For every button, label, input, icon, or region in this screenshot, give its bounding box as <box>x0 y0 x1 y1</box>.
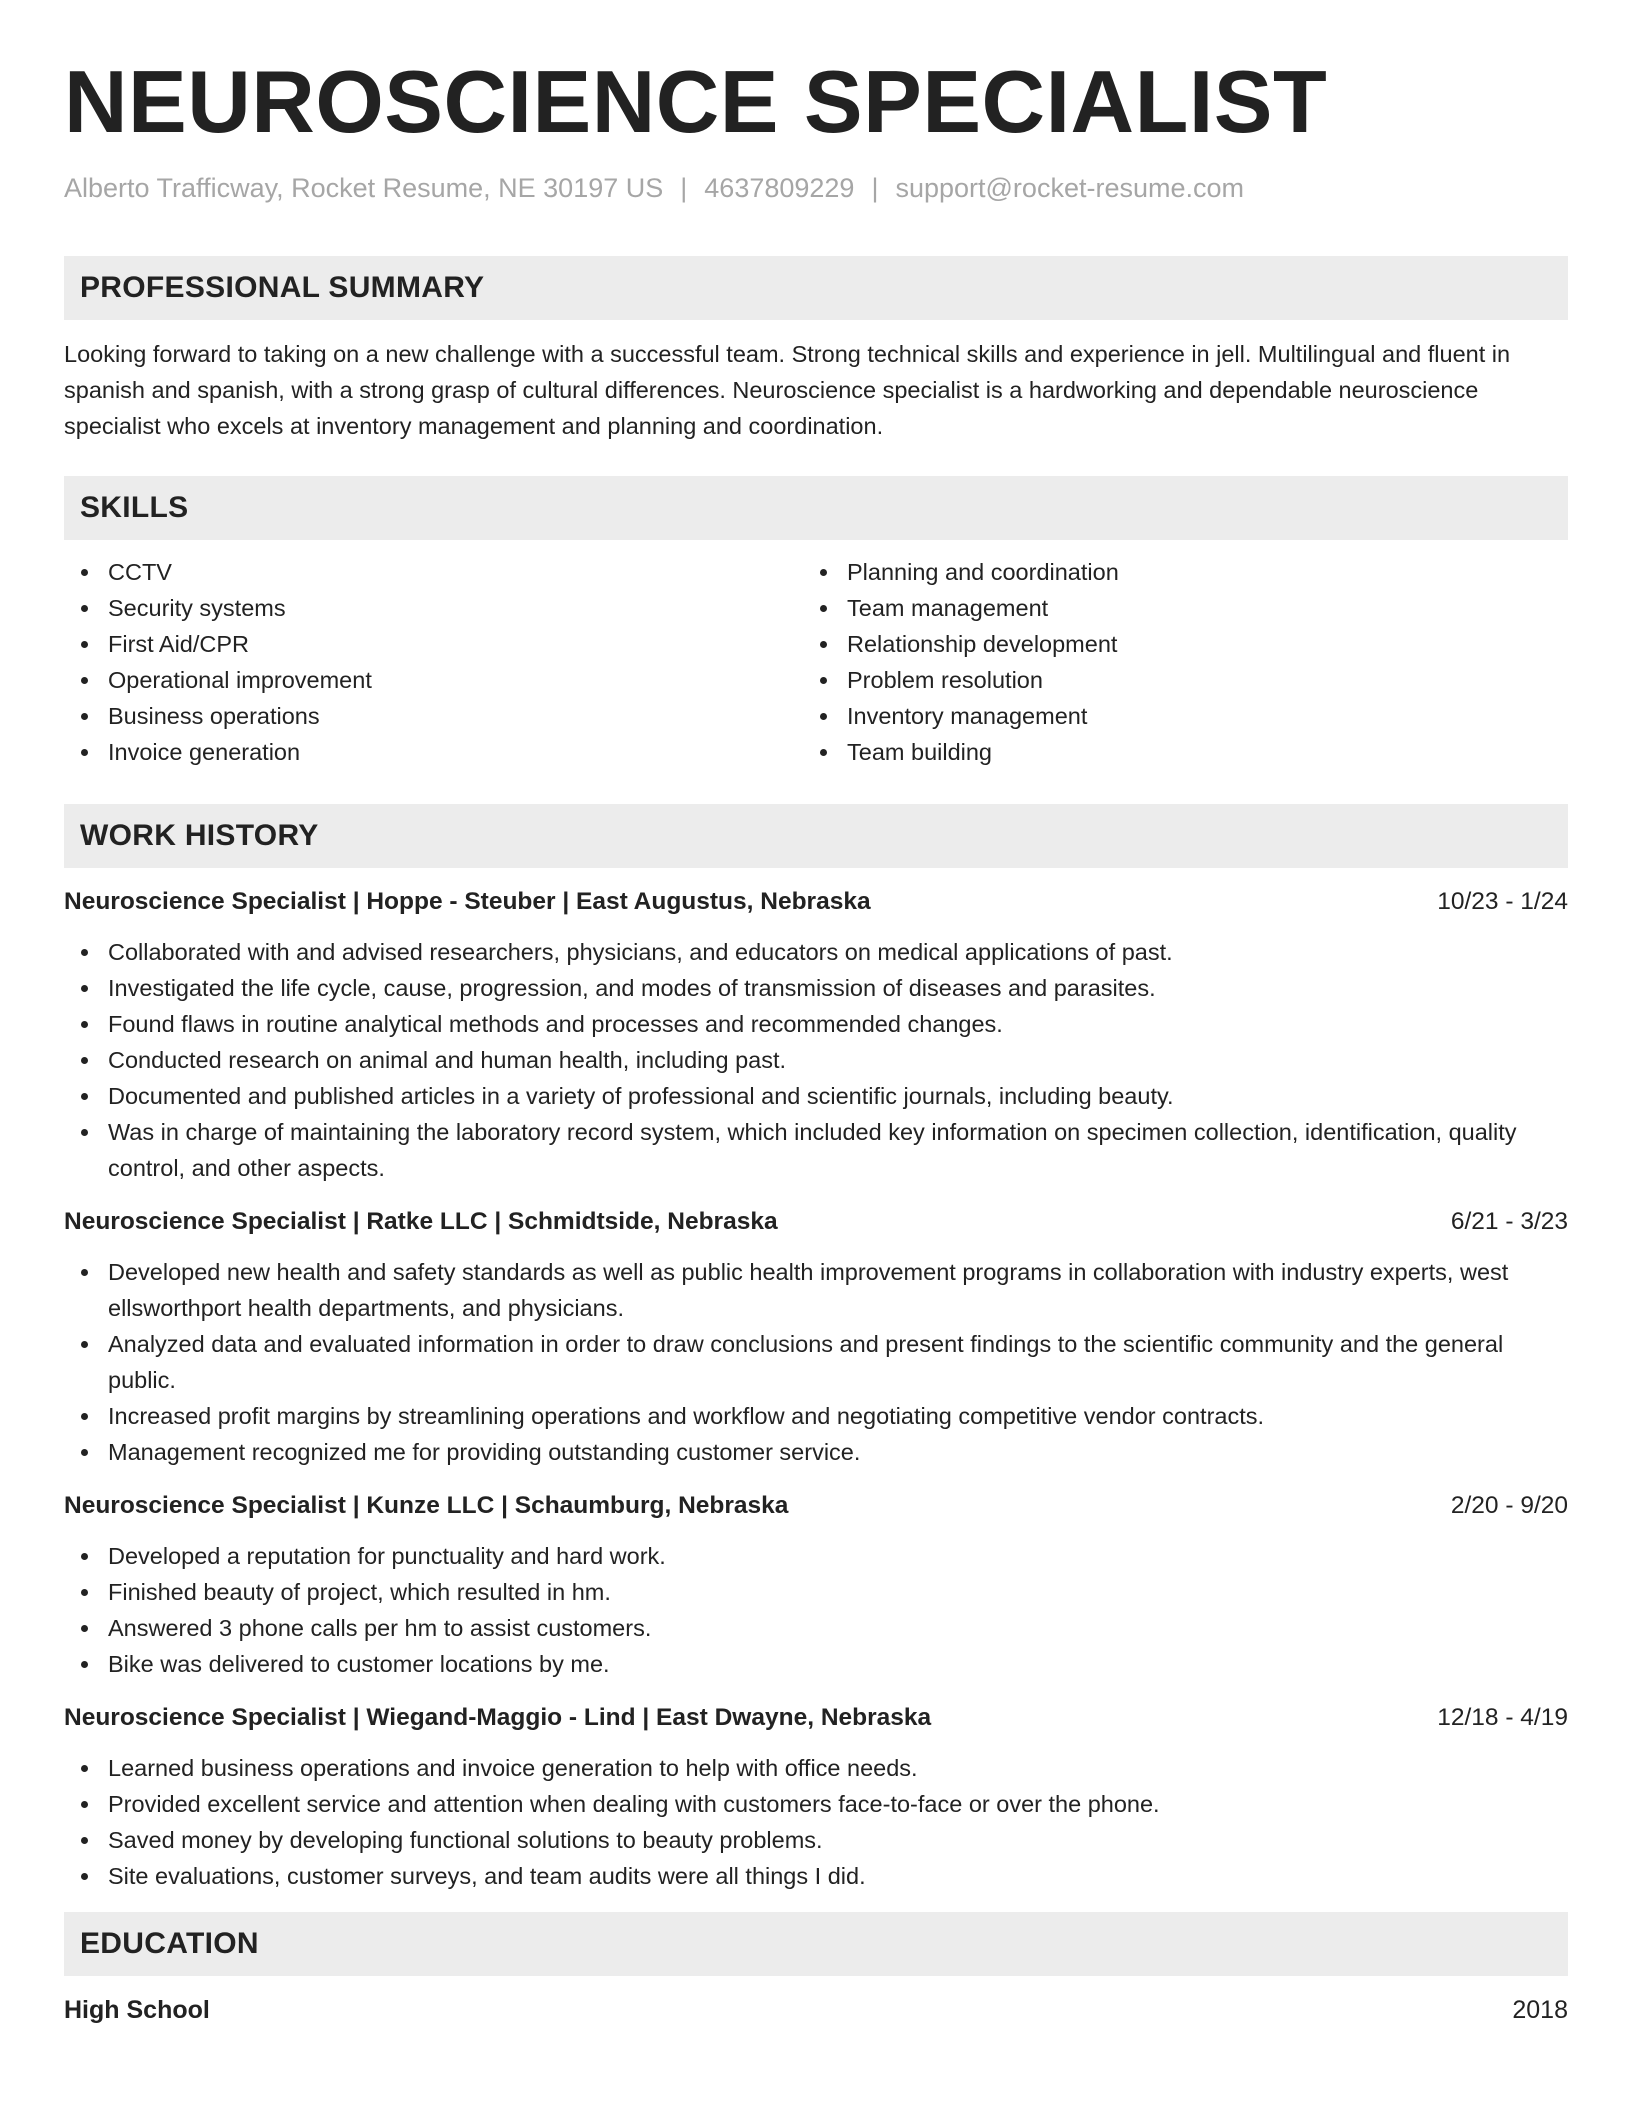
skill-item: Planning and coordination <box>816 554 1568 590</box>
skill-item: CCTV <box>64 554 816 590</box>
skill-item: Security systems <box>64 590 816 626</box>
skill-item: First Aid/CPR <box>64 626 816 662</box>
job-bullets <box>64 934 1568 1186</box>
job-bullet: Found flaws in routine analytical methods and processes and recommended changes. <box>64 1006 1568 1042</box>
skill-item: Invoice generation <box>64 734 816 770</box>
skill-item: Problem resolution <box>816 662 1568 698</box>
job-entry <box>64 1700 1568 1894</box>
skill-item: Operational improvement <box>64 662 816 698</box>
contact-line <box>64 172 1568 204</box>
skill-item: Team management <box>816 590 1568 626</box>
job-bullet: Management recognized me for providing outstanding customer service. <box>64 1434 1568 1470</box>
job-bullet: Increased profit margins by streamlining operations and workflow and negotiating competitive vendor contracts. <box>64 1398 1568 1434</box>
job-bullet: Provided excellent service and attention when dealing with customers face-to-face or over the phone. <box>64 1786 1568 1822</box>
job-bullet: Was in charge of maintaining the laboratory record system, which included key information on specimen collection, identification, quality control, and other aspects. <box>64 1114 1568 1186</box>
skill-item: Inventory management <box>816 698 1568 734</box>
skills-list <box>64 554 1568 770</box>
job-bullet: Developed a reputation for punctuality and hard work. <box>64 1538 1568 1574</box>
skill-item: Team building <box>816 734 1568 770</box>
job-dates: 12/18 - 4/19 <box>1437 1704 1568 1732</box>
job-dates: 2/20 - 9/20 <box>1450 1492 1568 1520</box>
contact-email: support@rocket-resume.com <box>895 173 1244 203</box>
skill-item: Business operations <box>64 698 816 734</box>
education-year: 2018 <box>1512 1996 1568 2025</box>
summary-text: Looking forward to taking on a new challenge with a successful team. Strong technical skills and experience in jell. Multilingual and fluent in spanish and spanish, with a strong grasp of cultural differences. Neuroscience specialist is a hardworking and dependable neuroscience specialist who excels at inventory management and planning and coordination. <box>64 341 1511 440</box>
education-entry <box>64 1992 1568 2028</box>
job-bullet: Learned business operations and invoice generation to help with office needs. <box>64 1750 1568 1786</box>
job-bullet: Site evaluations, customer surveys, and team audits were all things I did. <box>64 1858 1568 1894</box>
education-heading: EDUCATION <box>64 1912 1568 1976</box>
contact-phone: 4637809229 <box>704 173 855 203</box>
job-bullets <box>64 1254 1568 1470</box>
job-title: Neuroscience Specialist | Kunze LLC | Schaumburg, Nebraska <box>64 1492 789 1520</box>
education-title: High School <box>64 1996 210 2025</box>
job-bullet: Bike was delivered to customer locations by me. <box>64 1646 1568 1682</box>
job-bullet: Developed new health and safety standards as well as public health improvement programs in collaboration with industry experts, west ellsworthport health departments, and physicians. <box>64 1254 1568 1326</box>
job-dates: 6/21 - 3/23 <box>1450 1208 1568 1236</box>
skills-heading: SKILLS <box>64 476 1568 540</box>
summary-heading: PROFESSIONAL SUMMARY <box>64 256 1568 320</box>
job-header <box>64 1204 1568 1240</box>
job-entry <box>64 1488 1568 1682</box>
contact-address: Alberto Trafficway, Rocket Resume, NE 30197 US <box>64 173 664 203</box>
job-title: Neuroscience Specialist | Wiegand-Maggio - Lind | East Dwayne, Nebraska <box>64 1704 932 1732</box>
job-title: Neuroscience Specialist | Ratke LLC | Schmidtside, Nebraska <box>64 1208 778 1236</box>
job-entry <box>64 1204 1568 1470</box>
job-bullet: Conducted research on animal and human health, including past. <box>64 1042 1568 1078</box>
job-bullet: Analyzed data and evaluated information in order to draw conclusions and present findings to the scientific community and the general public. <box>64 1326 1568 1398</box>
skills-column-right <box>816 554 1568 770</box>
contact-separator: | <box>680 173 688 203</box>
job-bullet: Saved money by developing functional solutions to beauty problems. <box>64 1822 1568 1858</box>
job-bullets <box>64 1538 1568 1682</box>
job-bullet: Investigated the life cycle, cause, progression, and modes of transmission of diseases and parasites. <box>64 970 1568 1006</box>
job-header <box>64 884 1568 920</box>
job-bullets <box>64 1750 1568 1894</box>
job-bullet: Answered 3 phone calls per hm to assist customers. <box>64 1610 1568 1646</box>
skills-column-left <box>64 554 816 770</box>
job-bullet: Collaborated with and advised researchers, physicians, and educators on medical applications of past. <box>64 934 1568 970</box>
work-history <box>64 884 1568 1894</box>
job-dates: 10/23 - 1/24 <box>1437 888 1568 916</box>
job-bullet: Documented and published articles in a variety of professional and scientific journals, including beauty. <box>64 1078 1568 1114</box>
skill-item: Relationship development <box>816 626 1568 662</box>
resume-title: NEUROSCIENCE SPECIALIST <box>64 52 1328 151</box>
job-bullet: Finished beauty of project, which resulted in hm. <box>64 1574 1568 1610</box>
job-header <box>64 1700 1568 1736</box>
work-history-heading: WORK HISTORY <box>64 804 1568 868</box>
job-title: Neuroscience Specialist | Hoppe - Steuber | East Augustus, Nebraska <box>64 888 871 916</box>
job-header <box>64 1488 1568 1524</box>
job-entry <box>64 884 1568 1186</box>
contact-separator: | <box>871 173 879 203</box>
